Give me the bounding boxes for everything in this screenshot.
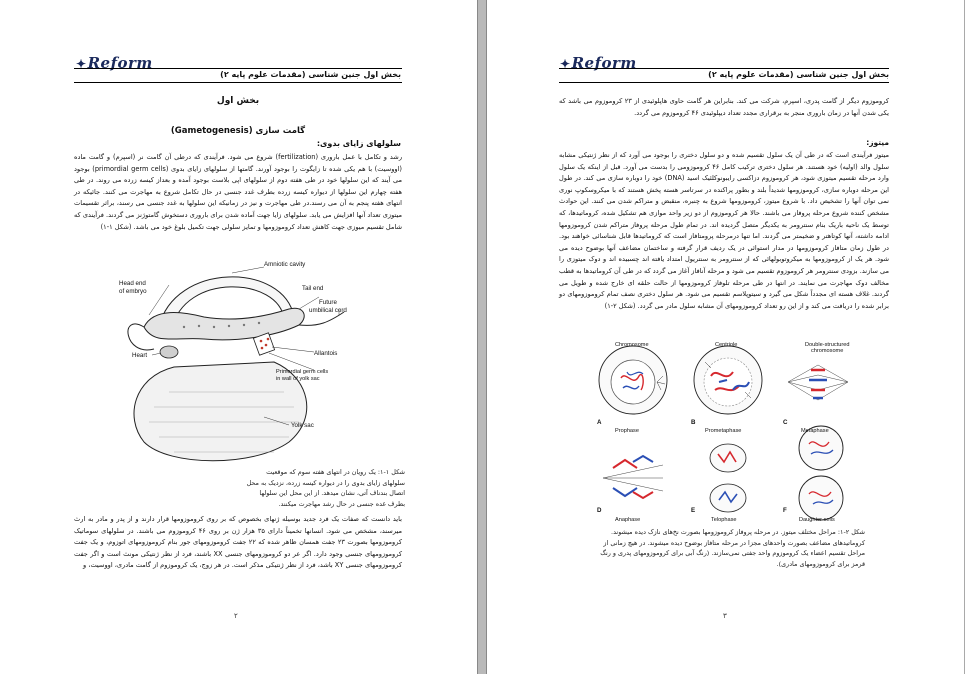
page-number-right: ۳	[723, 612, 727, 620]
label-allantois: Allantois	[314, 350, 338, 357]
phase-a-prophase	[599, 346, 667, 414]
header-rule-top	[559, 68, 889, 69]
logo-text: Reform	[87, 54, 153, 72]
logo-star-icon: ✦	[560, 57, 571, 71]
body-paragraph-1: رشد و تکامل با عمل باروری (fertilization) شروع می شود. فرآیندی که درطی آن گامت نر (اسپرم) و گامت ماده (اووسیت) با هم یکی شده تا زایگوت را بوجود آورند. گامتها از سلولهای زایای بدوی (primordial germ cells) بوجود می آیند که این سلولها خود در طی هفته دوم از سلولهای اپی بلاست بوجود آمده و بعداز کیسه زرده می روند. در طی هفته چهارم این سلولها از دیواره کیسه زرده بطرف غدد جنسی در حال تکامل شروع به مهاجرت می کنند. جائیکه در انتهای هفته پنجم به آن می رسند.در طی مهاجرت و نیز در زمانیکه این سلولها به غدد جنسی می رسند، براثر تقسیمات میتوزی تعداد آنها افزایش می یابد. سلولهای زایا جهت آماده شدن برای باروری دستخوش گامتوژنز می گردند. فرآیندی که شامل تقسیم میوزی جهت کاهش تعداد کروموزومها و تمایز سلولی جهت تکمیل بلوغ خود می باشد. (شکل ۱-۱)	[74, 153, 403, 231]
reform-logo	[76, 54, 153, 72]
label-yolk-sac: Yolk sac	[291, 422, 314, 429]
label-head-end: Head end	[119, 280, 146, 287]
body-paragraph-2: باید دانست که صفات یک فرد جدید بوسیله ژنهای بخصوص که بر روی کروموزومها قرار دارند و از پدر و مادر به ارث میرسند، مشخص می شود. انسانها تخمیناً دارای ۳۵ هزار ژن بر روی ۴۶ کروموزوم می باشند. در سلولهای سوماتیک کروموزومها بصورت ۲۳ جفت همسان ظاهر شده که ۲۲ جفت کروموزومهای جور بنام کروموزومهای اتوزوم، و یک جفت کروموزومهای جنسی وجود دارد. اگر عر دو کروموزومهای جنسی XX باشند، فرد از نظر ژنتیکی مونث است و اگر جفت کروموزومهای جنسی XY باشد، فرد از نظر ژنتیکی مذکر است. در هر زوج، یک کروموزوم از گامت مادری، اووسیت، و	[74, 515, 402, 570]
label-telophase: Telophase	[711, 517, 737, 523]
page-gutter	[477, 0, 487, 674]
mitosis-heading: میتوز:	[866, 138, 889, 147]
phase-b-prometaphase	[694, 346, 762, 414]
label-a: A	[597, 419, 602, 426]
label-tail-end: Tail end	[302, 285, 324, 292]
label-future: Future	[319, 299, 337, 306]
label-amniotic-cavity: Amniotic cavity	[264, 261, 306, 268]
logo-star-icon: ✦	[76, 57, 87, 71]
label-of-embryo: of embryo	[119, 288, 147, 295]
logo-text: Reform	[571, 54, 637, 72]
label-metaphase: Metaphase	[801, 428, 829, 434]
label-heart: Heart	[132, 352, 148, 359]
body-paragraph-2: میتوز فرآیندی است که در طی آن یک سلول تقسیم شده و دو سلول دختری را بوجود می آورد که از نظر ژنتیکی مشابه سلول والد (اولیه) خود هستند. هر سلول دختری ترکیب کامل ۴۶ کروموزومی را بدست می آورد. قبل از اینکه یک سلول وارد مرحله تقسیم میتوزی شود، هر کروموزوم دزاکسی رایبونوکلئیک اسید (DNA) خود را دوباره سازی می کند. در طول این مرحله دوباره سازی، کروموزومها شدیداً بلند و بطور پراکنده در سرتاسر هسته پخش هستند که با میکروسکوپ نوری نمی توان آنها را تشخیص داد. با شروع میتوز، کروموزومها شروع به چنبره، منقبض و متراکم شدن می کنند. این حوادث مشخص کننده شروع مرحله پروفاز می باشند. حالا هر کروموزوم از دو زیر واحد موازی هم تشکیل شده، کروماتیدها، که توسط یک ناحیه باریک بنام سنترومر به یکدیگر متصل گردیده اند. در تمام طول مرحله پروفاز متراکم شدن کروموزومها ادامه داشته، آنها کوتاهتر و ضخیمتر می گردند. اما تنها درمرحله پرومتافاز است که کروماتیدها قابل شناسائی خواهند بود. در طول زمان متافاز کروموزومها در مدار استوائی در یک ردیف قرار گرفته و ساختمان مضاعف آنها بوضوح دیده می شود. هر یک از کروموزومها به میکروتوبولهائی که از سنترومر به سنتریول امتداد یافته اند چسبیده اند و دوک میتوزی را می سازند. بزودی سنترومر هر کروموزوم تقسیم می شود و مرحله آنافاز آغاز می گردد که در طی آن کروماتیدها به قطب مخالف دوک مهاجرت می نمایند. در انتها در طی مرحله تلوفاز کروموزومها از حالت حلقه ای خارج شده و طویل می گردند. غلاف هسته ای مجدداً شکل می گیرد و سیتوپلاسم تقسیم می شود. هر سلول دختری نصف تمام کروموزومهای دو برابر شده را دریافت می کند و از این رو تعداد کروموزومهای آن مشابه سلول مادر می گردد. (شکل ۲-۱)	[559, 151, 889, 310]
page-number-left: ۲	[234, 612, 238, 620]
label-prometaphase: Prometaphase	[705, 428, 742, 434]
label-prophase: Prophase	[615, 428, 639, 434]
label-centriole: Centriole	[715, 342, 738, 348]
label-chromosome-2: chromosome	[811, 348, 844, 354]
label-chromosome: Chromosome	[615, 342, 649, 348]
header-rule-top	[74, 68, 402, 69]
label-in-wall-of-yolk-sac: in wall of yolk sac	[276, 376, 320, 382]
phase-e-telophase	[710, 444, 746, 512]
header-rule-bottom	[559, 82, 889, 83]
label-daughter-cells: Daughter cells	[799, 517, 835, 523]
phase-c-metaphase	[788, 365, 848, 400]
figure-caption-1-1: شکل ۱-۱: یک رویان در انتهای هفته سوم که موقعیت سلولهای زایای بدوی را در دیواره کیسه زرده، نزدیک به محل اتصال بندناف آتی، نشان میدهد. از این محل این سلولها بطرف غده جنسی در حال رشد مهاجرت میکنند.	[246, 468, 405, 508]
page-header-title: بخش اول جنین شناسی (مقدمات علوم پایه ۲)	[708, 70, 889, 79]
label-d: D	[597, 507, 602, 514]
phase-f-daughter-cells	[799, 426, 843, 520]
sub-heading: سلولهای زایای بدوی:	[316, 139, 401, 148]
phase-d-anaphase	[603, 456, 663, 498]
body-paragraph-1: کروموزوم دیگر از گامت پدری، اسپرم، شرکت می کند. بنابراین هر گامت حاوی هاپلوئیدی از ۲۳ کروموزوم می باشد که یکی شدن آنها در زمان باروری منجر به برقراری مجدد تعداد دیپلوئیدی ۴۶ کروموزوم می گردد.	[559, 97, 889, 117]
label-umbilical-cord: umbilical cord	[309, 307, 347, 314]
document-page-left	[0, 0, 477, 674]
label-double-structured: Double-structured	[805, 342, 850, 348]
figure-caption-2-1: شکل ۲-۱: مراحل مختلف میتوز. در مرحله پروفاز کروموزومها بصورت نخ‌های نازک دیده میشوند. کروماتیدهای مضاعف بصورت واحدهای مجزا در مرحله متافاز بوضوح دیده میشوند. در هیچ زمانی از مراحل تقسیم اعضاء یک کروموزوم واحد جفتی نمی‌سازند. (رنگ آبی برای کروموزومهای پدری و رنگ قرمز برای کروموزومهای مادری).	[600, 528, 865, 568]
section-heading: گامت سازی (Gametogenesis)	[170, 126, 306, 136]
label-anaphase: Anaphase	[615, 517, 641, 523]
header-rule-bottom	[74, 82, 402, 83]
embryo-figure	[114, 257, 364, 462]
chapter-heading: بخش اول	[216, 96, 260, 106]
label-primordial-germ-cells: Primordial germ cells	[276, 369, 329, 375]
reform-logo	[560, 54, 637, 72]
label-c: C	[783, 419, 788, 426]
label-e: E	[691, 507, 696, 514]
label-b: B	[691, 419, 696, 426]
label-f: F	[783, 507, 787, 514]
page-header-title: بخش اول جنین شناسی (مقدمات علوم پایه ۲)	[220, 70, 401, 79]
document-page-right	[487, 0, 964, 674]
mitosis-figure	[593, 340, 863, 525]
